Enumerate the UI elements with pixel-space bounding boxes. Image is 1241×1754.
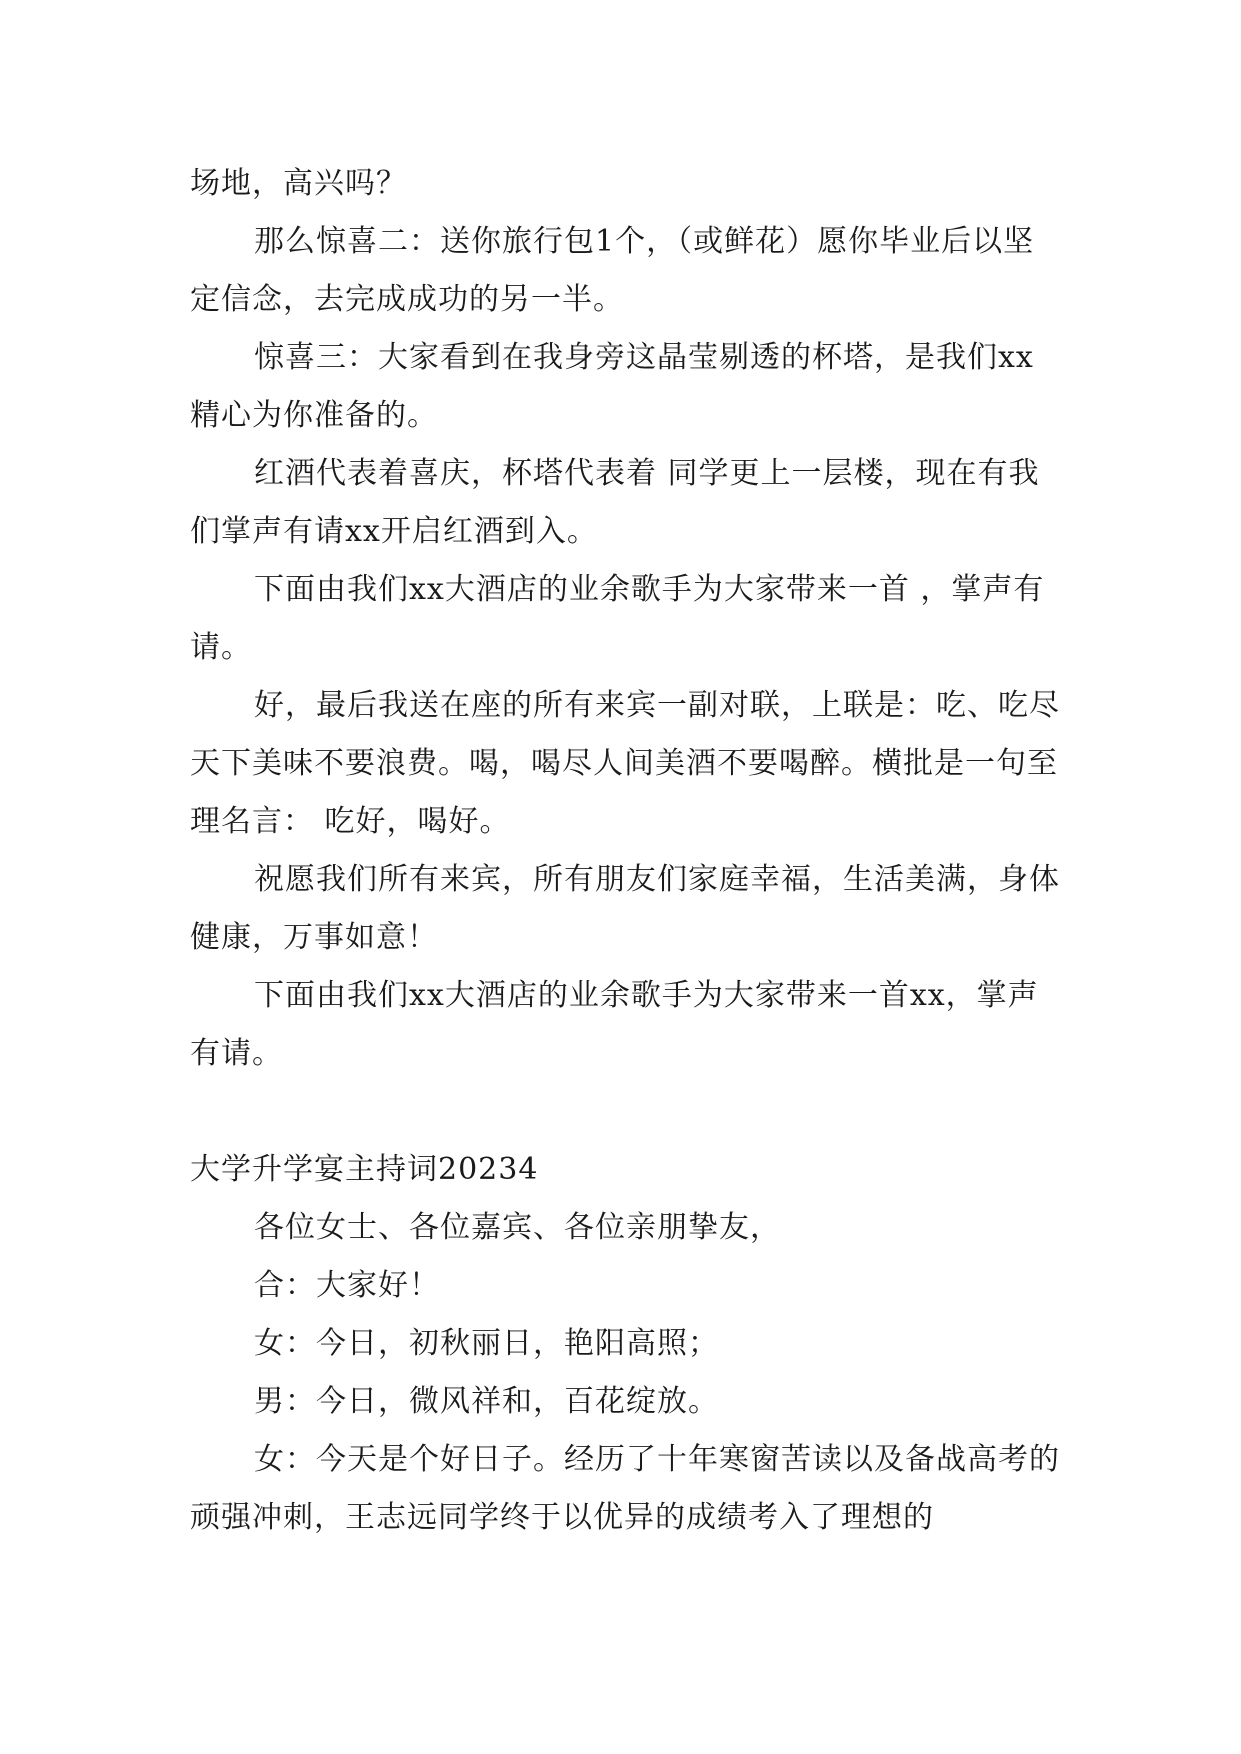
paragraph: 好，最后我送在座的所有来宾一副对联，上联是：吃、吃尽天下美味不要浪费。喝，喝尽人间美酒不要喝醉。横批是一句至理名言： 吃好，喝好。 bbox=[190, 688, 1060, 839]
paragraph: 下面由我们xx大酒店的业余歌手为大家带来一首 ，掌声有请。 bbox=[190, 572, 1045, 665]
paragraph: 惊喜三：大家看到在我身旁这晶莹剔透的杯塔，是我们xx精心为你准备的。 bbox=[190, 340, 1034, 433]
paragraph: 女：今日，初秋丽日，艳阳高照； bbox=[254, 1326, 719, 1361]
paragraph: 下面由我们xx大酒店的业余歌手为大家带来一首xx，掌声有请。 bbox=[190, 978, 1039, 1071]
paragraph: 祝愿我们所有来宾，所有朋友们家庭幸福，生活美满，身体健康，万事如意！ bbox=[190, 862, 1060, 955]
section-title: 大学升学宴主持词20234 bbox=[190, 1152, 539, 1187]
paragraph: 合：大家好！ bbox=[254, 1268, 440, 1303]
paragraph: 红酒代表着喜庆，杯塔代表着 同学更上一层楼，现在有我们掌声有请xx开启红酒到入。 bbox=[190, 456, 1040, 549]
paragraph: 女：今天是个好日子。经历了十年寒窗苦读以及备战高考的顽强冲刺，王志远同学终于以优异的成绩考入了理想的 bbox=[190, 1442, 1060, 1535]
paragraph: 那么惊喜二：送你旅行包1个，（或鲜花）愿你毕业后以坚定信念，去完成成功的另一半。 bbox=[190, 224, 1035, 317]
paragraph: 场地，高兴吗？ bbox=[190, 166, 407, 201]
paragraph: 男：今日，微风祥和，百花绽放。 bbox=[254, 1384, 719, 1419]
document-body bbox=[190, 155, 1060, 1547]
paragraph: 各位女士、各位嘉宾、各位亲朋挚友， bbox=[254, 1210, 781, 1245]
